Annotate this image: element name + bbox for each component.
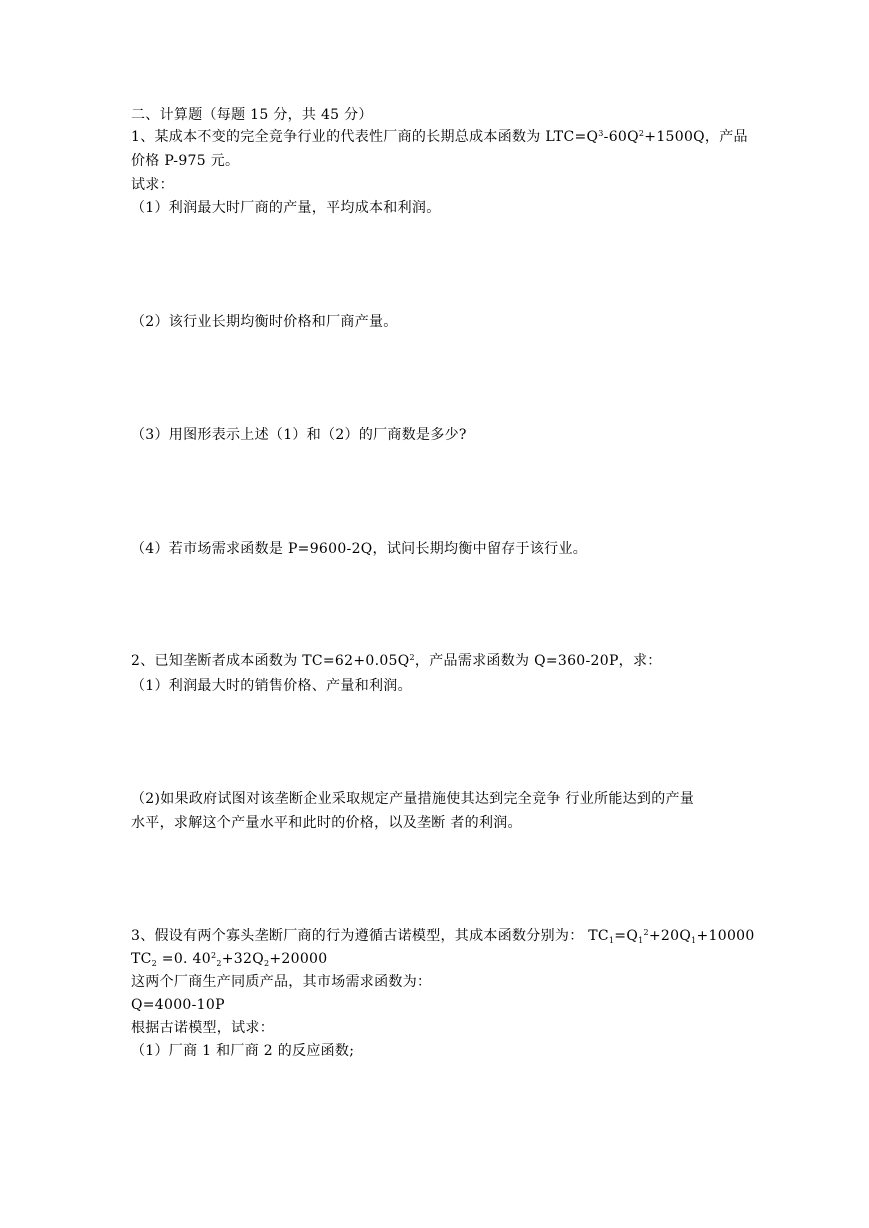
- q2-part2-line1: （2)如果政府试图对该垄断企业采取规定产量措施使其达到完全竞争 行业所能达到的产量: [131, 791, 695, 807]
- q3-text-c: +20Q: [648, 928, 692, 944]
- q3-statement-line1: [131, 926, 755, 946]
- q3-l2-sub-3: 2: [263, 959, 270, 968]
- q3-l2-text-e: +20000: [269, 951, 328, 967]
- q3-demand-function: Q=4000-10P: [131, 997, 225, 1013]
- q2-sup: 2: [409, 653, 415, 662]
- q3-text-b: =Q: [614, 928, 639, 944]
- q3-statement-line5: 根据古诺模型，试求：: [131, 1020, 274, 1036]
- q3-l2-text-c: 0: [201, 951, 211, 967]
- q1-sup-1: 3: [598, 129, 604, 138]
- q3-text-a: 3、假设有两个寡头垄断厂商的行为遵循古诺模型，其成本函数分别为： TC: [131, 928, 609, 944]
- q1-statement-line2: 价格 P-975 元。: [131, 153, 240, 169]
- q3-l2-text-b: =0. 4: [157, 951, 202, 967]
- q3-sub-3: 1: [691, 936, 697, 945]
- q1-text-b: -60Q: [603, 129, 639, 145]
- q2-part1: （1）利润最大时的销售价格、产量和利润。: [131, 678, 412, 694]
- q2-text-b: ，产品需求函数为 Q=360-20P，求：: [414, 653, 662, 669]
- q3-l2-sub-1: 2: [151, 959, 158, 968]
- q1-text-c: +1500Q，产品: [644, 129, 748, 145]
- q3-statement-line2: [131, 949, 327, 969]
- q1-sup-2: 2: [638, 129, 645, 138]
- q1-statement-line1: [131, 127, 748, 147]
- q2-part2-line2: 水平，求解这个产量水平和此时的价格，以及垄断 者的利润。: [131, 815, 522, 831]
- q3-l2-sup: 2: [210, 951, 217, 960]
- q1-part2: （2）该行业长期均衡时价格和厂商产量。: [131, 314, 398, 330]
- q3-sub-1: 1: [608, 936, 615, 945]
- q3-sup-1: 2: [643, 928, 649, 937]
- q3-l2-text-a: TC: [131, 951, 152, 967]
- q1-part3: （3）用图形表示上述（1）和（2）的厂商数是多少?: [131, 427, 467, 443]
- q3-part1: （1）厂商 1 和厂商 2 的反应函数;: [131, 1043, 355, 1059]
- section-title: 二、计算题（每题 15 分，共 45 分）: [131, 107, 373, 123]
- q3-sub-2: 1: [638, 936, 644, 945]
- q3-text-d: +10000: [696, 928, 755, 944]
- q1-text-a: 1、某成本不变的完全竞争行业的代表性厂商的长期总成本函数为 LTC=Q: [131, 129, 599, 145]
- q3-l2-sub-2: 2: [216, 959, 222, 968]
- q2-statement: [131, 651, 662, 671]
- q2-text-a: 2、已知垄断者成本函数为 TC=62+0.05Q: [131, 653, 410, 669]
- q1-statement-line3: 试求：: [131, 177, 174, 193]
- q3-l2-text-d: +32Q: [221, 951, 264, 967]
- q1-part1: （1）利润最大时厂商的产量，平均成本和利润。: [131, 200, 441, 216]
- q3-statement-line3: 这两个厂商生产同质产品，其市场需求函数为：: [131, 974, 432, 990]
- q1-part4: （4）若市场需求函数是 P=9600-2Q，试问长期均衡中留存于该行业。: [131, 541, 588, 557]
